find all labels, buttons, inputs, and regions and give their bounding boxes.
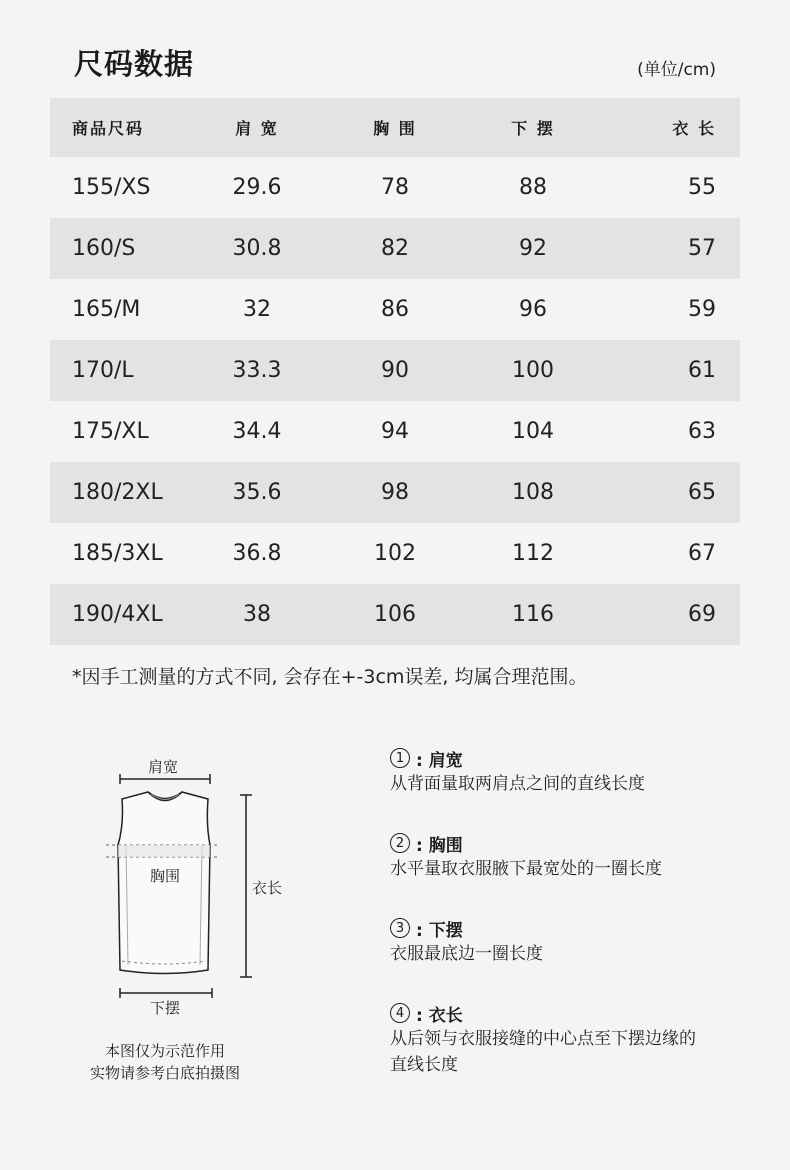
column-header-shoulder: 肩 宽 xyxy=(188,98,326,157)
table-cell: 92 xyxy=(464,218,602,279)
table-cell: 61 xyxy=(602,340,740,401)
definition-hem xyxy=(390,915,770,967)
table-cell: 65 xyxy=(602,462,740,523)
table-cell: 98 xyxy=(326,462,464,523)
measurement-note: *因手工测量的方式不同, 会存在+-3cm误差, 均属合理范围。 xyxy=(72,666,588,688)
table-cell: 29.6 xyxy=(232,175,282,200)
table-cell: 96 xyxy=(519,297,547,322)
table-cell: 108 xyxy=(464,462,602,523)
definition-title: : 下摆 xyxy=(416,920,463,941)
table-cell: 30.8 xyxy=(188,218,326,279)
table-cell: 112 xyxy=(512,541,554,566)
shoulder-label: 肩宽 xyxy=(148,758,179,776)
table-cell: 160/S xyxy=(50,218,188,279)
table-cell: 35.6 xyxy=(188,462,326,523)
table-header-row xyxy=(50,98,740,157)
column-header-chest: 胸 围 xyxy=(326,98,464,157)
definition-text: 衣服最底边一圈长度 xyxy=(390,944,543,964)
length-label: 衣长 xyxy=(252,879,283,897)
definition-length xyxy=(390,1000,770,1078)
unit-label: (单位/cm) xyxy=(637,60,716,80)
diagram-caption xyxy=(70,1040,260,1084)
definition-title: : 胸围 xyxy=(416,835,463,856)
table-cell: 180/2XL xyxy=(50,462,188,523)
table-row xyxy=(50,340,740,401)
definition-text: 从背面量取两肩点之间的直线长度 xyxy=(390,774,645,794)
hem-label: 下摆 xyxy=(150,999,181,1017)
chest-label: 胸围 xyxy=(150,867,181,885)
table-cell: 67 xyxy=(688,541,716,566)
caption-line: 本图仅为示范作用 xyxy=(104,1042,225,1060)
table-row xyxy=(50,584,740,645)
definition-text: 从后领与衣服接缝的中心点至下摆边缘的直线长度 xyxy=(390,1029,696,1075)
column-header-hem: 下 摆 xyxy=(464,98,602,157)
table-row xyxy=(50,462,740,523)
table-cell: 170/L xyxy=(50,340,188,401)
table-row xyxy=(50,157,740,218)
table-cell: 185/3XL xyxy=(72,541,163,566)
table-cell: 34.4 xyxy=(232,419,282,444)
table-cell: 57 xyxy=(602,218,740,279)
table-row xyxy=(50,523,740,584)
table-cell: 38 xyxy=(188,584,326,645)
table-cell: 36.8 xyxy=(232,541,282,566)
number-badge: 3 xyxy=(390,918,410,938)
size-table xyxy=(50,98,740,645)
caption-line: 实物请参考白底拍摄图 xyxy=(89,1064,240,1082)
table-cell: 175/XL xyxy=(72,419,149,444)
table-cell: 59 xyxy=(688,297,716,322)
table-cell: 116 xyxy=(464,584,602,645)
column-header-size: 商品尺码 xyxy=(50,98,188,157)
table-cell: 100 xyxy=(464,340,602,401)
table-cell: 82 xyxy=(326,218,464,279)
number-badge: 1 xyxy=(390,748,410,768)
table-cell: 94 xyxy=(381,419,409,444)
table-cell: 104 xyxy=(512,419,554,444)
table-row xyxy=(50,401,740,462)
column-header-length: 衣 长 xyxy=(602,98,740,157)
table-cell: 90 xyxy=(326,340,464,401)
table-cell: 86 xyxy=(381,297,409,322)
table-row xyxy=(50,279,740,340)
table-row xyxy=(50,218,740,279)
definition-title: : 肩宽 xyxy=(416,750,463,771)
table-cell: 102 xyxy=(374,541,416,566)
page-title: 尺码数据 xyxy=(74,47,195,81)
measurement-definitions xyxy=(390,745,770,1111)
table-cell: 63 xyxy=(688,419,716,444)
table-cell: 32 xyxy=(243,297,271,322)
table-cell: 155/XS xyxy=(72,175,151,200)
table-cell: 106 xyxy=(326,584,464,645)
table-cell: 190/4XL xyxy=(50,584,188,645)
table-cell: 165/M xyxy=(72,297,141,322)
number-badge: 2 xyxy=(390,833,410,853)
table-cell: 33.3 xyxy=(188,340,326,401)
table-cell: 55 xyxy=(688,175,716,200)
definition-text: 水平量取衣服腋下最宽处的一圈长度 xyxy=(390,859,662,879)
definition-chest xyxy=(390,830,770,882)
definition-title: : 衣长 xyxy=(416,1005,463,1026)
table-cell: 88 xyxy=(519,175,547,200)
definition-shoulder xyxy=(390,745,770,797)
table-cell: 69 xyxy=(602,584,740,645)
table-cell: 78 xyxy=(381,175,409,200)
number-badge: 4 xyxy=(390,1003,410,1023)
